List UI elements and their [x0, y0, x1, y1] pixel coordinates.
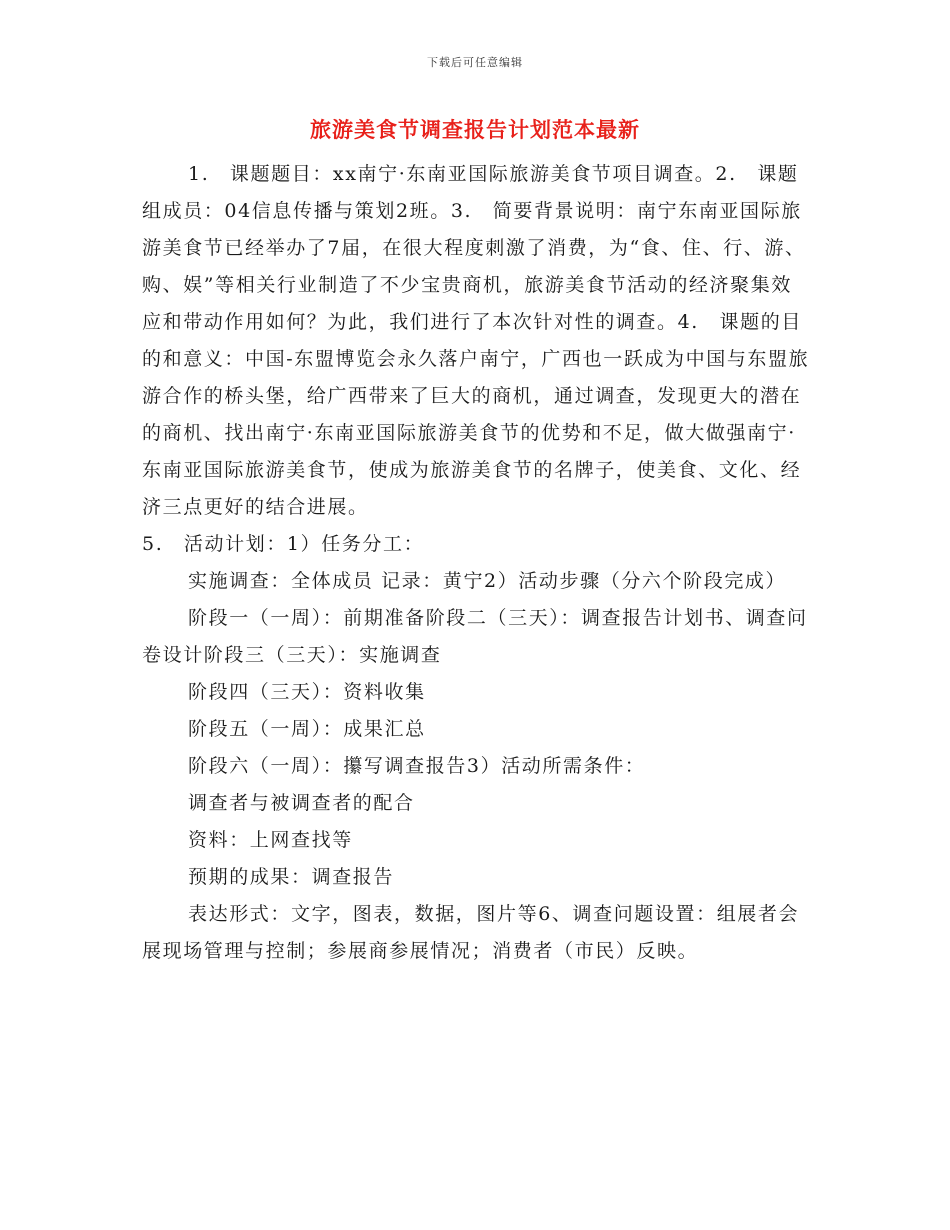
paragraph-stage-six: 阶段六（一周）：攥写调查报告3）活动所需条件： — [188, 755, 646, 777]
paragraph-expression-form: 表达形式：文字，图表，数据，图片等6、调查问题设置：组展者会展现场管理与控制；参展商参展情况；消费者（市民）反映。 — [142, 903, 800, 962]
paragraph-materials: 资料：上网查找等 — [188, 829, 353, 851]
paragraph-stage-five: 阶段五（一周）：成果汇总 — [188, 718, 426, 740]
paragraph-stage-four: 阶段四（三天）：资料收集 — [188, 681, 426, 703]
paragraph-expected-results: 预期的成果：调查报告 — [188, 866, 395, 888]
paragraph-task-division: 实施调查：全体成员 记录：黄宁2）活动步骤（分六个阶段完成） — [188, 570, 787, 592]
paragraph-cooperation: 调查者与被调查者的配合 — [188, 792, 415, 814]
paragraph-activity-plan: 5. 活动计划：1）任务分工： — [142, 533, 425, 555]
page-header-note: 下载后可任意编辑 — [427, 56, 523, 69]
paragraph-stage-one-to-three: 阶段一（一周）：前期准备阶段二（三天）：调查报告计划书、调查问卷设计阶段三（三天）：实施调查 — [142, 607, 808, 666]
document-body — [142, 156, 810, 970]
document-title: 旅游美食节调查报告计划范本最新 — [310, 117, 640, 142]
paragraph-intro: 1. 课题题目：xx南宁·东南亚国际旅游美食节项目调查。2. 课题组成员：04信息传播与策划2班。3. 简要背景说明：南宁东南亚国际旅游美食节已经举办了7届，在很大程度刺激了消费，为“食、住、行、游、购、娱”等相关行业制造了不少宝贵商机，旅游美食节活动的经济聚集效应和带动作用如何？为此，我们进行了本次针对性的调查。4. 课题的目的和意义：中国-东盟博览会永久落户南宁，广西也一跃成为中国与东盟旅游合作的桥头堡，给广西带来了巨大的商机，通过调查，发现更大的潜在的商机、找出南宁·东南亚国际旅游美食节的优势和不足，做大做强南宁·东南亚国际旅游美食节，使成为旅游美食节的名牌子，使美食、文化、经济三点更好的结合进展。 — [142, 163, 810, 518]
